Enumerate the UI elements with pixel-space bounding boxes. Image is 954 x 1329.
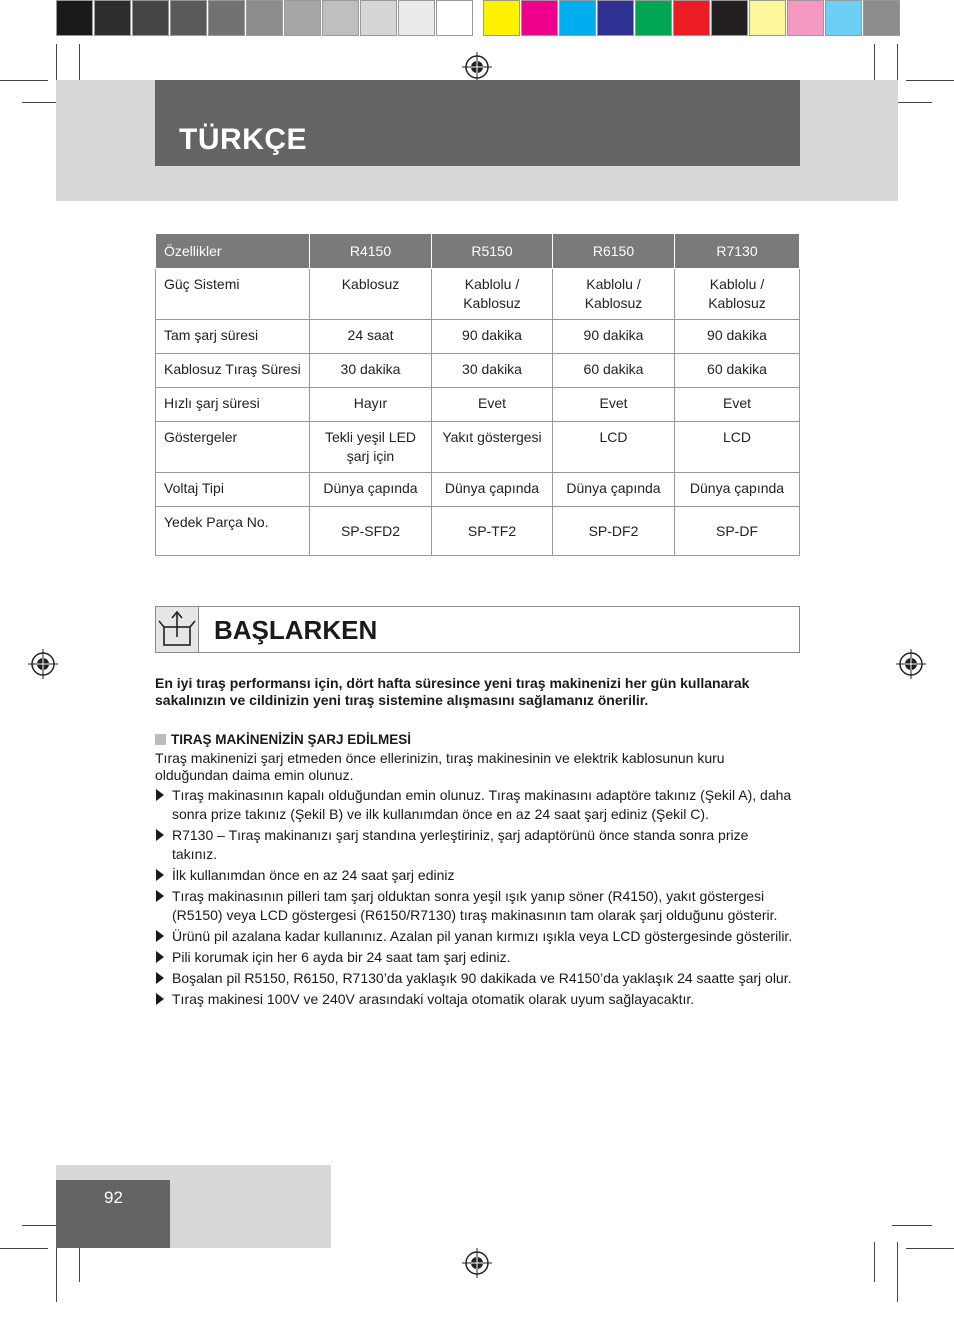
triangle-bullet-icon — [156, 951, 164, 963]
table-cell: Dünya çapında — [553, 473, 675, 507]
crop-mark — [874, 1242, 875, 1282]
column-header: R7130 — [675, 234, 800, 269]
intro-text: En iyi tıraş performansı için, dört hafta süresince yeni tıraş makinenizi her gün kullanarak sakalınızın ve cildinizin yeni tıraş sistemine alışmasını sağlamanız önerilir. — [155, 675, 750, 708]
table-cell: Yakıt göstergesi — [432, 422, 553, 473]
crop-mark — [56, 1242, 57, 1302]
list-item — [155, 990, 795, 1009]
table-cell: Dünya çapında — [310, 473, 432, 507]
crop-mark — [79, 1242, 80, 1282]
table-row — [156, 354, 800, 388]
color-swatch — [825, 0, 862, 36]
section-icon-container — [156, 607, 199, 652]
square-bullet-icon — [155, 734, 166, 745]
list-item-text: Tıraş makinasının pilleri tam şarj olduktan sonra yeşil ışık yanıp söner (R4150), yakıt göstergesi (R5150) veya LCD göstergesi (R6150/R7130) tıraş makinasının tam olarak şarj olduğunu gösterir. — [172, 888, 778, 923]
table-row — [156, 473, 800, 507]
table-cell: 30 dakika — [432, 354, 553, 388]
table-cell: 30 dakika — [310, 354, 432, 388]
registration-mark-icon — [896, 649, 926, 679]
table-cell: LCD — [553, 422, 675, 473]
table-cell: Voltaj Tipi — [156, 473, 310, 507]
registration-mark-icon — [462, 52, 492, 82]
spec-table — [155, 233, 800, 556]
list-item-text: İlk kullanımdan önce en az 24 saat şarj ediniz — [172, 867, 455, 883]
color-swatch — [559, 0, 596, 36]
column-header: R6150 — [553, 234, 675, 269]
triangle-bullet-icon — [156, 869, 164, 881]
table-cell: Dünya çapında — [675, 473, 800, 507]
crop-mark — [906, 80, 954, 81]
triangle-bullet-icon — [156, 890, 164, 902]
color-swatch — [863, 0, 900, 36]
triangle-bullet-icon — [156, 930, 164, 942]
table-cell: Kablolu / Kablosuz — [675, 269, 800, 320]
list-item-text: Pili korumak için her 6 ayda bir 24 saat tam şarj ediniz. — [172, 949, 511, 965]
color-swatch — [56, 0, 93, 36]
table-cell: LCD — [675, 422, 800, 473]
table-cell: Evet — [553, 388, 675, 422]
table-cell: Dünya çapında — [432, 473, 553, 507]
list-item-text: Boşalan pil R5150, R6150, R7130’da yaklaşık 90 dakikada ve R4150’da yaklaşık 24 saatte şarj olur. — [172, 970, 792, 986]
crop-mark — [892, 1225, 932, 1226]
color-swatch — [94, 0, 131, 36]
table-cell: Tam şarj süresi — [156, 320, 310, 354]
table-cell: Kablosuz — [310, 269, 432, 320]
table-header-row — [156, 234, 800, 269]
table-cell: Göstergeler — [156, 422, 310, 473]
color-swatch — [711, 0, 748, 36]
box-unpack-icon — [156, 607, 198, 652]
page-title: TÜRKÇE — [179, 123, 307, 156]
table-cell: 24 saat — [310, 320, 432, 354]
color-swatch — [597, 0, 634, 36]
list-item — [155, 948, 795, 967]
color-swatch — [322, 0, 359, 36]
table-row — [156, 388, 800, 422]
list-item-text: Tıraş makinasının kapalı olduğundan emin olunuz. Tıraş makinasını adaptöre takınız (Şekil A), daha sonra prize takınız (Şekil B) ve ilk kullanımdan önce en az 24 saat şarj ediniz (Şekil C). — [172, 787, 792, 822]
table-cell: 90 dakika — [553, 320, 675, 354]
list-item — [155, 969, 795, 988]
crop-mark — [56, 44, 57, 84]
color-swatch — [398, 0, 435, 36]
list-item-text: Ürünü pil azalana kadar kullanınız. Azalan pil yanan kırmızı ışıkla veya LCD göstergesinde gösterilir. — [172, 928, 793, 944]
color-swatch — [787, 0, 824, 36]
color-swatch — [521, 0, 558, 36]
list-item — [155, 826, 795, 864]
table-cell: Evet — [675, 388, 800, 422]
triangle-bullet-icon — [156, 972, 164, 984]
table-cell: Evet — [432, 388, 553, 422]
table-cell: Tekli yeşil LED şarj için — [310, 422, 432, 473]
color-swatch — [635, 0, 672, 36]
bullet-list — [155, 786, 795, 1011]
crop-mark — [874, 44, 875, 84]
column-header: Özellikler — [156, 234, 310, 269]
color-swatch — [170, 0, 207, 36]
table-row — [156, 507, 800, 556]
list-item — [155, 887, 795, 925]
registration-mark-icon — [28, 649, 58, 679]
crop-mark — [79, 44, 80, 84]
registration-mark-icon — [462, 1248, 492, 1278]
color-swatch — [360, 0, 397, 36]
table-cell: Kablolu / Kablosuz — [553, 269, 675, 320]
color-swatch — [246, 0, 283, 36]
color-swatch — [436, 0, 473, 36]
list-item-text: Tıraş makinesi 100V ve 240V arasındaki voltaja otomatik olarak uyum sağlayacaktır. — [172, 991, 695, 1007]
paragraph: Tıraş makinenizi şarj etmeden önce ellerinizin, tıraş makinesinin ve elektrik kablosunun kuru olduğundan daima emin olunuz. — [155, 750, 725, 783]
sub-heading-label: TIRAŞ MAKİNENİZİN ŞARJ EDİLMESİ — [171, 732, 412, 747]
table-cell: SP-DF2 — [553, 507, 675, 556]
gray-calibration-bar — [56, 0, 474, 38]
column-header: R4150 — [310, 234, 432, 269]
table-row — [156, 320, 800, 354]
list-item — [155, 786, 795, 824]
table-cell: SP-SFD2 — [310, 507, 432, 556]
triangle-bullet-icon — [156, 993, 164, 1005]
color-swatch — [208, 0, 245, 36]
table-cell: SP-TF2 — [432, 507, 553, 556]
table-cell: Kablosuz Tıraş Süresi — [156, 354, 310, 388]
table-cell: 60 dakika — [553, 354, 675, 388]
table-cell: Yedek Parça No. — [156, 507, 310, 556]
column-header: R5150 — [432, 234, 553, 269]
color-swatch — [673, 0, 710, 36]
table-cell: SP-DF — [675, 507, 800, 556]
color-swatch — [132, 0, 169, 36]
page-number: 92 — [104, 1188, 123, 1207]
table-cell: 60 dakika — [675, 354, 800, 388]
color-swatch — [749, 0, 786, 36]
color-swatch — [284, 0, 321, 36]
list-item — [155, 927, 795, 946]
table-row — [156, 422, 800, 473]
triangle-bullet-icon — [156, 829, 164, 841]
crop-mark — [897, 1242, 898, 1302]
table-cell: Hayır — [310, 388, 432, 422]
triangle-bullet-icon — [156, 789, 164, 801]
table-cell: 90 dakika — [675, 320, 800, 354]
table-cell: 90 dakika — [432, 320, 553, 354]
table-cell: Kablolu / Kablosuz — [432, 269, 553, 320]
table-row — [156, 269, 800, 320]
crop-mark — [0, 80, 48, 81]
table-cell: Hızlı şarj süresi — [156, 388, 310, 422]
crop-mark — [906, 1248, 954, 1249]
section-title: BAŞLARKEN — [214, 615, 378, 645]
color-swatch — [483, 0, 520, 36]
sub-heading — [155, 732, 411, 747]
table-cell: Güç Sistemi — [156, 269, 310, 320]
list-item-text: R7130 – Tıraş makinanızı şarj standına yerleştiriniz, şarj adaptörünü önce standa sonra prize takınız. — [172, 827, 749, 862]
color-calibration-bar — [483, 0, 901, 38]
list-item — [155, 866, 795, 885]
section-header — [155, 606, 800, 653]
crop-mark — [0, 1248, 48, 1249]
crop-mark — [897, 44, 898, 84]
crop-mark — [892, 102, 932, 103]
